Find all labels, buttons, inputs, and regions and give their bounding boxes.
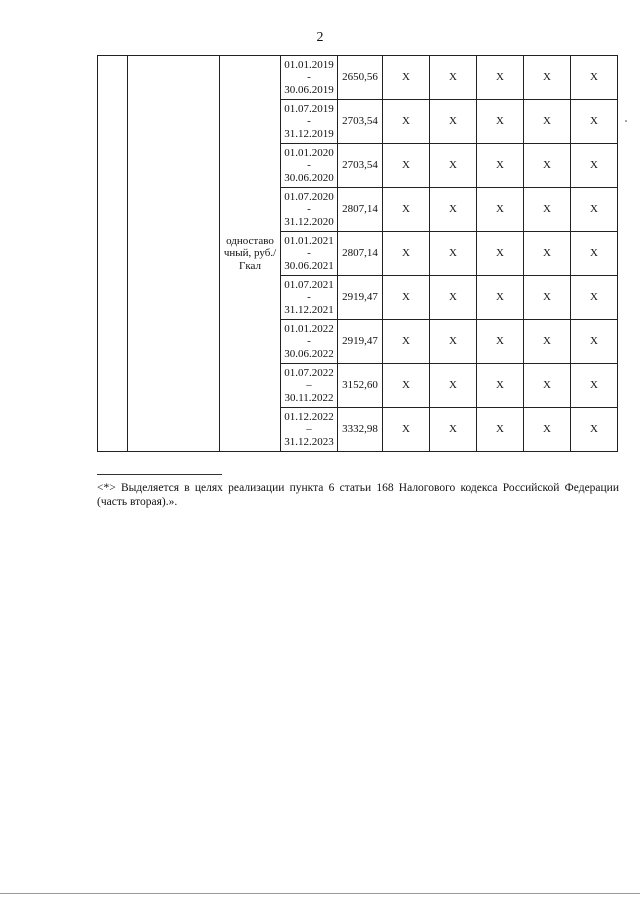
x-mark-cell: X [571,56,618,100]
period-to: 30.11.2022 [284,391,334,404]
period-sep: - [307,159,311,172]
period-to: 31.12.2020 [284,215,334,228]
x-mark-cell: X [430,100,477,144]
x-mark-cell: X [524,320,571,364]
x-mark-cell: X [524,364,571,408]
tariff-value-cell: 3152,60 [338,364,383,408]
period-sep: - [307,71,311,84]
x-mark-cell: X [571,408,618,452]
x-mark-cell: X [430,232,477,276]
empty-index-cell [98,56,128,452]
x-mark-cell: X [477,276,524,320]
period-from: 01.12.2022 [284,410,334,423]
x-mark-cell: X [524,408,571,452]
x-mark-cell: X [383,364,430,408]
x-mark-cell: X [430,276,477,320]
x-mark-cell: X [571,188,618,232]
x-mark-cell: X [383,320,430,364]
x-mark-cell: X [524,232,571,276]
x-mark-cell: X [477,188,524,232]
period-to: 30.06.2022 [284,347,334,360]
tariff-value-cell: 3332,98 [338,408,383,452]
x-mark-cell: X [430,364,477,408]
x-mark-cell: X [383,188,430,232]
x-mark-cell: X [477,100,524,144]
tariff-table-body [98,56,618,452]
period-cell [281,56,338,100]
x-mark-cell: X [477,320,524,364]
table-row [98,56,618,100]
period-from: 01.01.2022 [284,322,334,335]
period-to: 30.06.2021 [284,259,334,272]
period-from: 01.07.2021 [284,278,334,291]
tariff-value-cell: 2807,14 [338,188,383,232]
x-mark-cell: X [477,364,524,408]
period-cell [281,320,338,364]
x-mark-cell: X [430,56,477,100]
x-mark-cell: X [524,100,571,144]
period-sep: - [307,247,311,260]
period-sep: - [307,291,311,304]
tariff-value-cell: 2919,47 [338,320,383,364]
x-mark-cell: X [524,144,571,188]
x-mark-cell: X [430,320,477,364]
footnote-separator [97,474,222,475]
period-to: 31.12.2023 [284,435,334,448]
period-from: 01.07.2020 [284,190,334,203]
period-sep: - [307,115,311,128]
unit-cell: одноставо чный, руб./Гкал [220,56,281,452]
page-number: 2 [316,30,324,45]
tariff-value-cell: 2703,54 [338,144,383,188]
period-cell [281,232,338,276]
tariff-value-cell: 2650,56 [338,56,383,100]
x-mark-cell: X [524,56,571,100]
x-mark-cell: X [383,232,430,276]
tariff-value-cell: 2919,47 [338,276,383,320]
x-mark-cell: X [571,276,618,320]
period-cell [281,100,338,144]
period-from: 01.01.2020 [284,146,334,159]
period-sep: – [306,423,312,436]
period-cell [281,364,338,408]
period-sep: - [307,335,311,348]
x-mark-cell: X [430,408,477,452]
period-sep: - [307,203,311,216]
period-from: 01.07.2019 [284,102,334,115]
period-cell [281,144,338,188]
tariff-value-cell: 2703,54 [338,100,383,144]
period-to: 30.06.2019 [284,83,334,96]
x-mark-cell: X [430,144,477,188]
period-from: 01.01.2019 [284,58,334,71]
period-sep: – [306,379,312,392]
x-mark-cell: X [383,144,430,188]
x-mark-cell: X [383,56,430,100]
period-cell [281,188,338,232]
period-cell [281,408,338,452]
scan-artifact [625,120,627,122]
period-to: 31.12.2019 [284,127,334,140]
x-mark-cell: X [430,188,477,232]
x-mark-cell: X [571,232,618,276]
period-to: 31.12.2021 [284,303,334,316]
x-mark-cell: X [571,364,618,408]
footnote-text: <*> Выделяется в целях реализации пункта 6 статьи 168 Налогового кодекса Российской Федерации (часть вторая).». [97,482,619,508]
x-mark-cell: X [477,408,524,452]
x-mark-cell: X [383,100,430,144]
empty-name-cell [128,56,220,452]
x-mark-cell: X [383,276,430,320]
tariff-value-cell: 2807,14 [338,232,383,276]
x-mark-cell: X [524,276,571,320]
x-mark-cell: X [524,188,571,232]
period-cell [281,276,338,320]
x-mark-cell: X [571,144,618,188]
x-mark-cell: X [383,408,430,452]
x-mark-cell: X [477,232,524,276]
x-mark-cell: X [477,56,524,100]
period-from: 01.01.2021 [284,234,334,247]
page-bottom-edge [0,893,640,894]
x-mark-cell: X [477,144,524,188]
tariff-table [97,55,618,452]
x-mark-cell: X [571,100,618,144]
x-mark-cell: X [571,320,618,364]
period-from: 01.07.2022 [284,366,334,379]
period-to: 30.06.2020 [284,171,334,184]
